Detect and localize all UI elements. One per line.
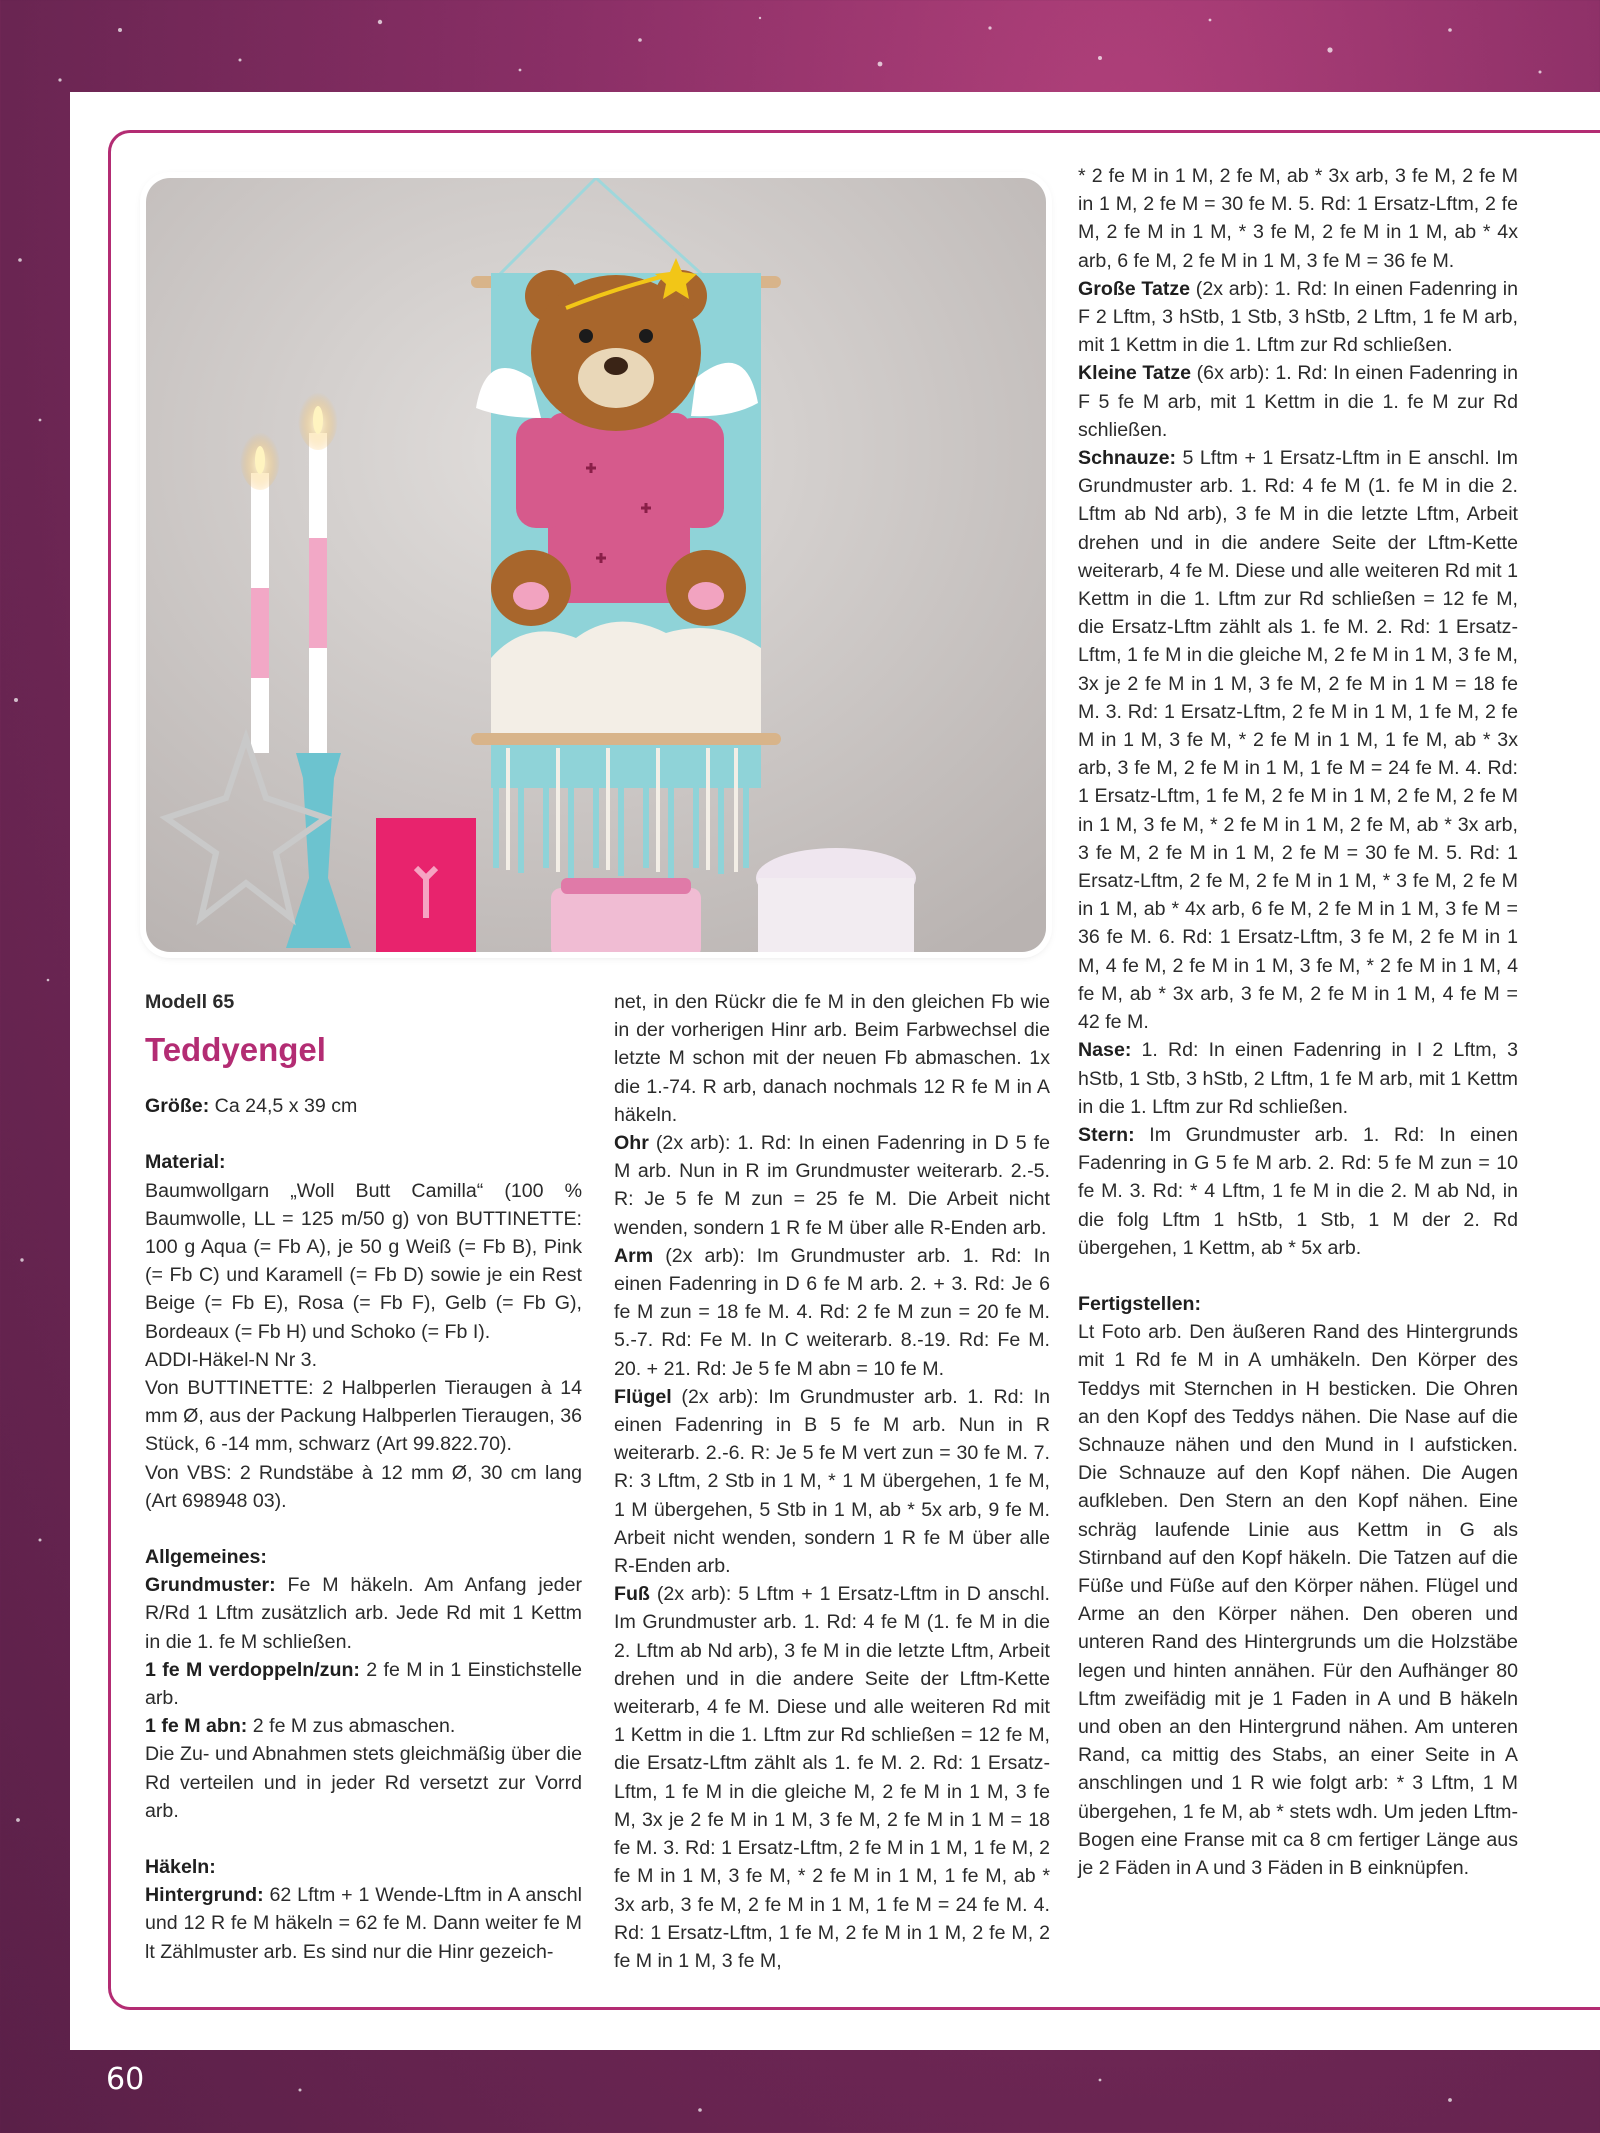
decrease-paragraph: 1 fe M abn: 2 fe M zus abmaschen. — [145, 1715, 456, 1738]
col2-continuation: net, in den Rückr die fe M in den gleichen Fb wie in der vorherigen Hinr arb. Beim Farbwechsel die letzte M schon mit der neuen Fb abmaschen. 1x die 1.-74. R arb, danach nochmals 12 R fe M in A häkeln. — [614, 991, 1050, 1126]
grundmuster-paragraph: Grundmuster: Fe M häkeln. Am Anfang jeder R/Rd 1 Lftm zusätzlich arb. Jede Rd mit 1 Kettm in die 1. fe M schließen. — [145, 1574, 582, 1653]
finishing-heading: Fertigstellen: — [1078, 1292, 1202, 1315]
material-text: Baumwollgarn „Woll Butt Camilla“ (100 % Baumwolle, LL = 125 m/50 g) von BUTTINETTE: 100 g Aqua (= Fb A), je 50 g Weiß (= Fb B), Pink (= Fb C) und Karamell (= Fb D) sowie je ein Rest Beige (= Fb E), Rosa (= Fb F), Gelb (= Fb G), Bordeaux (= Fb H) und Schoko (= Fb I). — [145, 1179, 582, 1343]
col3-continuation: * 2 fe M in 1 M, 2 fe M, ab * 3x arb, 3 fe M, 2 fe M in 1 M, 2 fe M = 30 fe M. 5. Rd: 1 Ersatz-Lftm, 2 fe M, 2 fe M in 1 M, * 3 fe M, 2 fe M in 1 M, ab * 4x arb, 6 fe M, 2 fe M in 1 M, 3 fe M = 36 fe M. — [1078, 165, 1518, 272]
size-value: Ca 24,5 x 39 cm — [209, 1095, 358, 1118]
star-paragraph: Stern: Im Grundmuster arb. 1. Rd: In einen Fadenring in G 5 fe M arb. 2. Rd: 5 fe M zun = 10 fe M. 3. Rd: * 4 Lftm, 1 fe M in die 2. M ab Nd, in die folg Lftm 1 hStb, 1 Stb, 1 M der 2. Rd übergehen, 1 Kettm, ab * 5x arb. — [1078, 1123, 1518, 1259]
material-heading: Material: — [145, 1151, 226, 1174]
rods-text: Von VBS: 2 Rundstäbe à 12 mm Ø, 30 cm lang (Art 698948 03). — [145, 1461, 582, 1512]
model-label: Modell 65 — [145, 991, 235, 1013]
model-title: Teddyengel — [145, 1031, 326, 1069]
wing-paragraph: Flügel (2x arb): Im Grundmuster arb. 1. Rd: In einen Fadenring in B 5 fe M arb. Nun in R weiterarb. 2.-6. R: Je 5 fe M vert zun = 30 fe M. 7. R: 3 Lftm, 2 Stb in 1 M, * 1 M übergehen, 1 fe M, 1 M übergehen, 5 Stb in 1 M, ab * 5x arb, 9 fe M. Arbeit nicht wenden, sondern 1 R fe M über alle R-Enden arb. — [614, 1385, 1050, 1578]
nose-paragraph: Nase: 1. Rd: In einen Fadenring in I 2 Lftm, 3 hStb, 1 Stb, 3 hStb, 2 Lftm, 1 fe M arb, mit 1 Kettm in die 1. Lftm zur Rd schließen. — [1078, 1039, 1518, 1118]
ear-paragraph: Ohr (2x arb): 1. Rd: In einen Fadenring in D 5 fe M arb. Nun in R im Grundmuster weiterarb. 2.-5. R: Je 5 fe M zun = 25 fe M. Die Arbeit nicht wenden, sondern 1 R fe M über alle R-Enden arb. — [614, 1132, 1050, 1239]
foot-paragraph: Fuß (2x arb): 5 Lftm + 1 Ersatz-Lftm in D anschl. Im Grundmuster arb. 1. Rd: 4 fe M (1. fe M in die 2. Lftm ab Nd arb), 3 fe M in die letzte Lftm, Arbeit drehen und in die andere Seite der Lftm-Kette weiterarb, 4 fe M. Diese und alle weiteren Rd mit 1 Kettm in die 1. Lftm zur Rd schließen = 12 fe M, die Ersatz-Lftm zählt als 1. fe M. 2. Rd: 1 Ersatz-Lftm, 1 fe M in die gleiche M, 2 fe M in 1 M, 3 fe M, 3x je 2 fe M in 1 M, 3 fe M, 2 fe M in 1 M = 18 fe M. 3. Rd: 1 Ersatz-Lftm, 2 fe M in 1 M, 1 fe M, 2 fe M in 1 M, 3 fe M, * 2 fe M in 1 M, 1 fe M, ab * 3x arb, 3 fe M, 2 fe M in 1 M, 1 fe M = 24 fe M. 4. Rd: 1 Ersatz-Lftm, 1 fe M, 2 fe M in 1 M, 2 fe M, 2 fe M in 1 M, 3 fe M, — [614, 1583, 1050, 1972]
size-paragraph — [145, 1092, 582, 1120]
finishing-text: Lt Foto arb. Den äußeren Rand des Hintergrunds mit 1 Rd fe M in A umhäkeln. Den Körper des Teddys mit Sternchen in H besticken. Die Ohren an den Kopf des Teddys nähen. Die Nase auf die Schnauze nähen und den Mund in I aufsticken. Die Schnauze auf den Kopf nähen. Die Augen aufkleben. Den Stern an den Kopf nähen. Eine schräg laufende Linie aus Kettm in G als Stirnband auf den Kopf häkeln. Die Tatzen auf die Füße und Füße auf den Körper nähen. Flügel und Arme an den Körper nähen. Den oberen und unteren Rand des Hintergrunds um die Holzstäbe legen und hinten annähen. Für den Aufhänger 80 Lftm zweifädig mit je 1 Faden in A und B häkeln und oben an den Hintergrund nähen. Am unteren Rand, ca mittig des Stabs, an einer Seite in A anschlingen und 1 R wie folgt arb: * 3 Lftm, 1 M übergehen, 1 fe M, ab * stets wdh. Um jeden Lftm-Bogen eine Franse mit ca 8 cm fertiger Länge aus je 2 Fäden in A und 3 Fäden in B einknüpfen. — [1078, 1321, 1518, 1879]
small-paw-paragraph: Kleine Tatze (6x arb): 1. Rd: In einen Fadenring in F 5 fe M arb, mit 1 Kettm in die 1. fe M zur Rd schließen. — [1078, 362, 1519, 441]
general-heading: Allgemeines: — [145, 1546, 267, 1569]
big-paw-paragraph: Große Tatze (2x arb): 1. Rd: In einen Fadenring in F 2 Lftm, 3 hStb, 1 Stb, 3 hStb, 2 Lftm, 1 fe M arb, mit 1 Kettm in die 1. Lftm zur Rd schließen. — [1078, 277, 1518, 357]
increase-paragraph: 1 fe M verdoppeln/zun: 2 fe M in 1 Einstichstelle arb. — [145, 1658, 583, 1710]
background-paragraph: Hintergrund: 62 Lftm + 1 Wende-Lftm in A anschl und 12 R fe M häkeln = 62 fe M. Dann weiter fe M lt Zählmuster arb. Es sind nur die Hinr gezeich- — [145, 1884, 582, 1963]
product-photo — [146, 178, 1046, 952]
page-number: 60 — [106, 2062, 145, 2097]
snout-paragraph: Schnauze: 5 Lftm + 1 Ersatz-Lftm in E anschl. Im Grundmuster arb. 1. Rd: 4 fe M (1. fe M in die 2. Lftm ab Nd arb), 3 fe M in die letzte Lftm, Arbeit drehen und in die andere Seite der Lftm-Kette weiterarb, 4 fe M. Diese und alle weiteren Rd mit 1 Kettm in die 1. Lftm zur Rd schließen = 12 fe M, die Ersatz-Lftm zählt als 1. fe M. 2. Rd: 1 Ersatz-Lftm, 1 fe M in die gleiche M, 2 fe M in 1 M, 3 fe M, 3x je 2 fe M in 1 M, 3 fe M, 2 fe M in 1 M = 18 fe M. 3. Rd: 1 Ersatz-Lftm, 2 fe M in 1 M, 1 fe M, 2 fe M in 1 M, 3 fe M, * 2 fe M in 1 M, 1 fe M, ab * 3x arb, 3 fe M, 2 fe M in 1 M, 1 fe M = 24 fe M. 4. Rd: 1 Ersatz-Lftm, 1 fe M, 2 fe M in 1 M, 2 fe M, 2 fe M in 1 M, 3 fe M, * 2 fe M in 1 M, 2 fe M, ab * 3x arb, 3 fe M, 2 fe M in 1 M, 2 fe M = 30 fe M. 5. Rd: 1 Ersatz-Lftm, 2 fe M, 2 fe M in 1 M, * 3 fe M, 2 fe M in 1 M, ab * 4x arb, 6 fe M, 2 fe M in 1 M, 3 fe M = 36 fe M. 6. Rd: 1 Ersatz-Lftm, 3 fe M, 2 fe M in 1 M, 4 fe M, 2 fe M in 1 M, 3 fe M, * 2 fe M in 1 M, 4 fe M, ab * 3x arb, 3 fe M, 2 fe M in 1 M, 4 fe M = 42 fe M. — [1078, 447, 1518, 1034]
column-3 — [1078, 162, 1518, 1882]
distribute-text: Die Zu- und Abnahmen stets gleichmäßig über die Rd verteilen und in jeder Rd versetzt zur Vorrd arb. — [145, 1743, 582, 1822]
eyes-text: Von BUTTINETTE: 2 Halbperlen Tieraugen à 14 mm Ø, aus der Packung Halbperlen Tieraugen, 36 Stück, 6 -14 mm, schwarz (Art 99.822.70). — [145, 1377, 582, 1456]
column-1 — [145, 988, 582, 1966]
size-label: Größe: — [145, 1095, 210, 1118]
crochet-heading: Häkeln: — [145, 1856, 216, 1879]
column-2 — [614, 988, 1050, 1975]
arm-paragraph: Arm (2x arb): Im Grundmuster arb. 1. Rd: In einen Fadenring in D 6 fe M arb. 2. + 3. Rd: Je 6 fe M zun = 18 fe M. 4. Rd: 2 fe M zun = 20 fe M. 5.-7. Rd: Fe M. In C weiterarb. 8.-19. Rd: Fe M. 20. + 21. Rd: Je 5 fe M abn = 10 fe M. — [614, 1244, 1050, 1380]
hook-text: ADDI-Häkel-N Nr 3. — [145, 1348, 318, 1371]
